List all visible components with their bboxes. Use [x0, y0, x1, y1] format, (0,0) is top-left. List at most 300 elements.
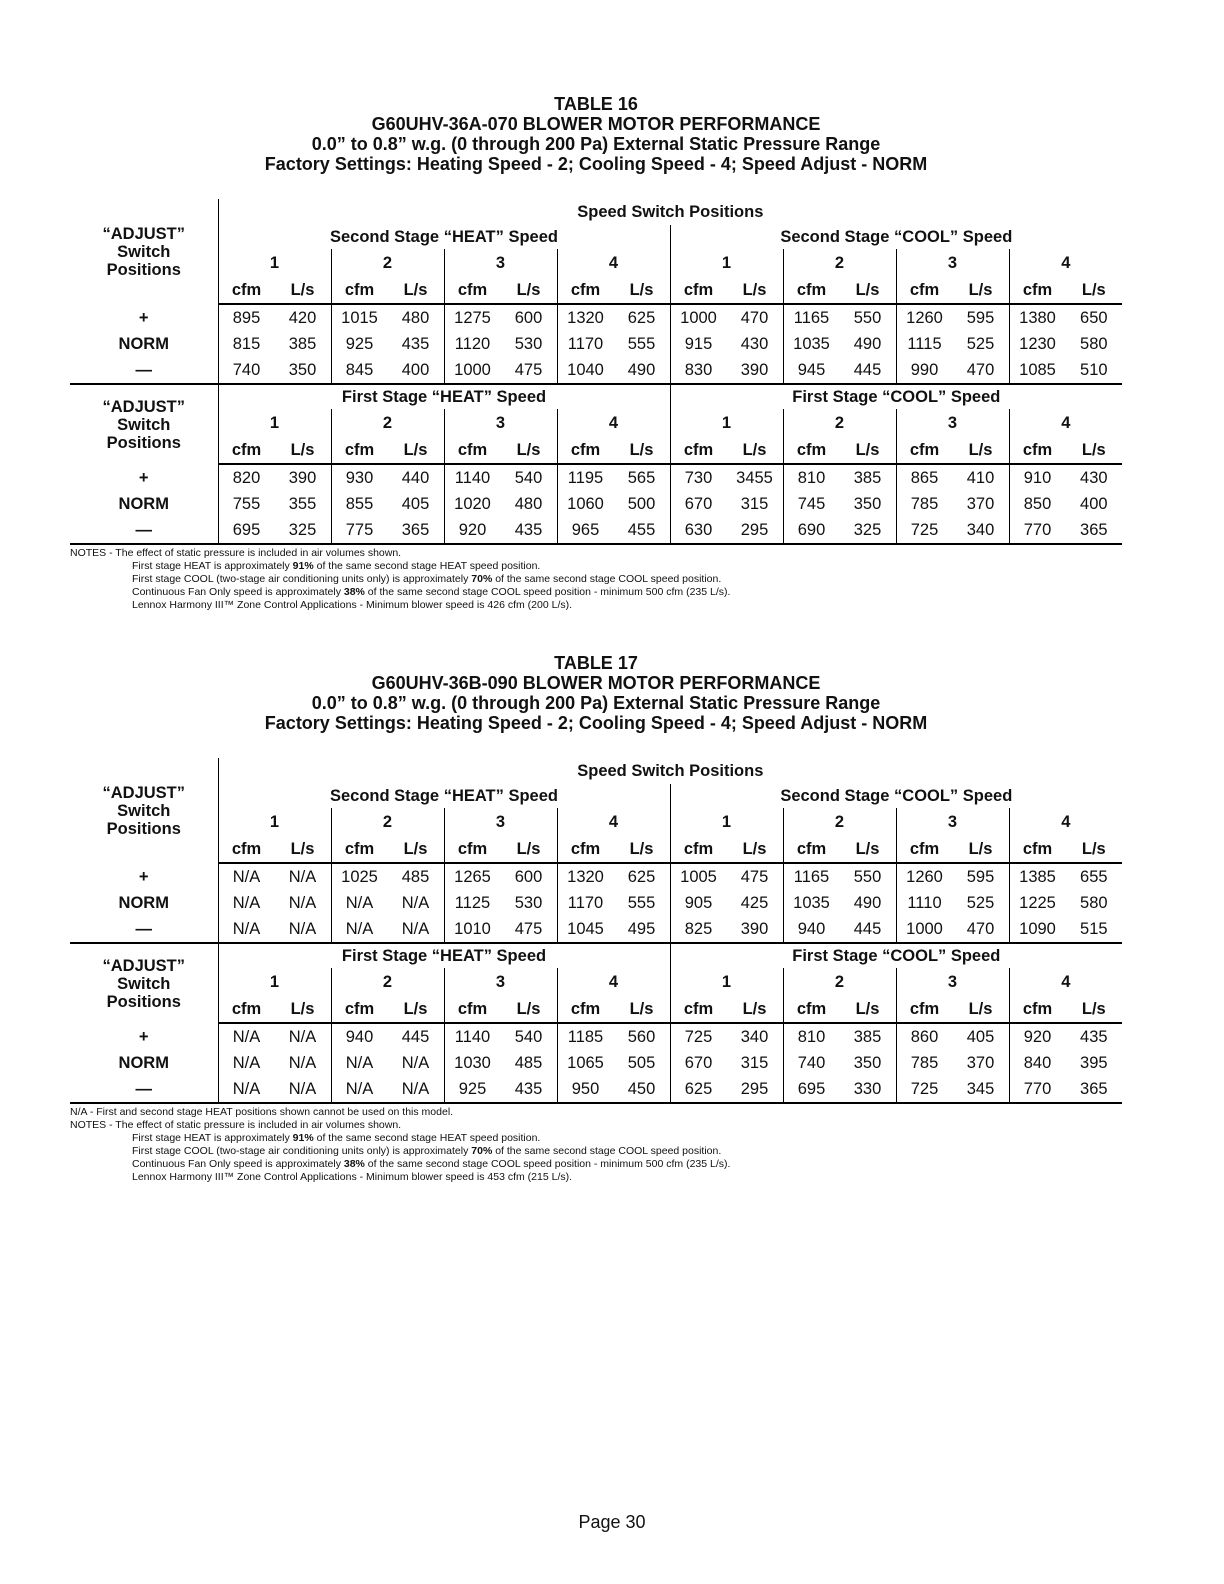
adjust-position: NORM [118, 894, 169, 912]
table-cell: 340 [740, 1028, 769, 1046]
adjust-label-cell [70, 384, 218, 464]
table-cell: 530 [514, 335, 543, 353]
unit-label: cfm [444, 836, 501, 863]
positions-label: Positions [106, 992, 181, 1011]
unit-label: L/s [388, 277, 445, 304]
table-cell: 810 [783, 464, 840, 491]
note-text: of the same second stage COOL speed position - minimum 500 cfm (235 L/s). [364, 586, 731, 598]
unit-label: L/s [614, 836, 671, 863]
table-cell: 990 [896, 357, 953, 384]
note-text: First stage COOL (two-stage air conditioning units only) is approximately [132, 1145, 472, 1157]
speed-number: 3 [896, 808, 1009, 836]
table-cell: 470 [953, 357, 1010, 384]
table-cell: 485 [401, 868, 430, 886]
unit-label: L/s [388, 836, 445, 863]
positions-label: Positions [106, 260, 181, 279]
table-cell: 695 [218, 517, 275, 544]
note-percent: 38% [343, 1158, 365, 1170]
page-number: Page 30 [578, 1512, 646, 1532]
table-cell: N/A [218, 890, 275, 916]
table-cell: 905 [670, 890, 727, 916]
table-cell: 1275 [444, 304, 501, 331]
table-cell: N/A [288, 1054, 317, 1072]
adjust-label: “ADJUST” [102, 783, 185, 802]
table-cell: 385 [853, 1028, 882, 1046]
heat-stage-label: Second Stage “HEAT” Speed [218, 225, 670, 249]
table-cell: 1260 [896, 863, 953, 890]
unit-label: cfm [896, 437, 953, 464]
table-cell: 625 [670, 1076, 727, 1103]
adjust-label: “ADJUST” [102, 956, 185, 975]
unit-label: L/s [1066, 277, 1123, 304]
table-cell: 1025 [331, 863, 388, 890]
table-cell: 1125 [444, 890, 501, 916]
speed-switch-header: Speed Switch Positions [218, 758, 1122, 784]
table-cell: 525 [966, 335, 995, 353]
table-cell: 390 [727, 357, 784, 384]
adjust-position: — [70, 916, 218, 943]
table-cell: N/A [288, 894, 317, 912]
table-number: TABLE 16 [554, 94, 638, 114]
unit-label: cfm [1009, 437, 1066, 464]
table-cell: 480 [514, 495, 543, 513]
table-cell: 455 [614, 517, 671, 544]
table-cell: 385 [853, 469, 882, 487]
unit-label: cfm [783, 996, 840, 1023]
unit-label: cfm [331, 996, 388, 1023]
table-cell: 445 [401, 1028, 430, 1046]
adjust-position: NORM [118, 1054, 169, 1072]
note-line [70, 1132, 1122, 1145]
table-number: TABLE 17 [554, 653, 638, 673]
table-cell: 540 [514, 1028, 543, 1046]
speed-number: 1 [670, 249, 783, 277]
table-cell: 815 [218, 331, 275, 357]
speed-number: 2 [331, 968, 444, 996]
adjust-label-cell [70, 943, 218, 1023]
table-cell: 1165 [783, 863, 840, 890]
table-cell: 370 [966, 1054, 995, 1072]
table-cell: 1060 [557, 491, 614, 517]
table-cell: N/A [218, 1076, 275, 1103]
table-cell: 345 [953, 1076, 1010, 1103]
unit-label: cfm [218, 437, 275, 464]
table-cell: 1195 [557, 464, 614, 491]
table-cell: 505 [627, 1054, 656, 1072]
table-cell: 550 [853, 868, 882, 886]
table-cell: 655 [1080, 868, 1108, 886]
unit-label: cfm [444, 996, 501, 1023]
table-cell: 510 [1066, 357, 1123, 384]
table-row [70, 517, 1122, 544]
speed-number: 4 [557, 968, 670, 996]
table-cell: 500 [627, 495, 656, 513]
unit-label: L/s [614, 437, 671, 464]
table-cell: 895 [218, 304, 275, 331]
na-note: N/A - First and second stage HEAT positions shown cannot be used on this model. [70, 1106, 454, 1118]
speed-number: 2 [783, 409, 896, 437]
table-cell: 370 [966, 495, 995, 513]
table-cell: N/A [288, 1028, 317, 1046]
heat-stage-label: Second Stage “HEAT” Speed [218, 784, 670, 808]
table-cell: 385 [288, 335, 317, 353]
table-cell: 395 [1080, 1054, 1108, 1072]
note-percent: 38% [343, 586, 365, 598]
table-cell: 945 [783, 357, 840, 384]
unit-label: cfm [1009, 836, 1066, 863]
table-model-title: G60UHV-36A-070 BLOWER MOTOR PERFORMANCE [371, 114, 821, 134]
unit-label: L/s [953, 996, 1010, 1023]
table-cell: 445 [840, 357, 897, 384]
table-cell: 330 [840, 1076, 897, 1103]
table-cell: 435 [501, 517, 558, 544]
unit-label: L/s [275, 277, 332, 304]
unit-label: L/s [501, 996, 558, 1023]
unit-label: cfm [218, 836, 275, 863]
switch-label: Switch [117, 242, 171, 261]
table-cell: 365 [1066, 517, 1123, 544]
note-percent: 91% [292, 560, 314, 572]
speed-number: 4 [1009, 409, 1122, 437]
unit-label: cfm [218, 996, 275, 1023]
table-cell: 430 [740, 335, 769, 353]
table-cell: 350 [853, 1054, 882, 1072]
speed-number: 4 [1009, 808, 1122, 836]
speed-number-row [70, 249, 1122, 277]
table-cell: 490 [614, 357, 671, 384]
table-cell: 515 [1066, 916, 1123, 943]
table-row [70, 491, 1122, 517]
table-cell: 445 [840, 916, 897, 943]
adjust-position: + [138, 1027, 149, 1046]
speed-number: 4 [1009, 968, 1122, 996]
table-cell: 1140 [444, 1023, 501, 1050]
table-cell: 1225 [1009, 890, 1066, 916]
table-cell: 490 [853, 894, 882, 912]
table-cell: N/A [331, 916, 388, 943]
adjust-position: NORM [118, 335, 169, 353]
speed-number: 2 [783, 808, 896, 836]
unit-label: L/s [727, 836, 784, 863]
header-row [70, 943, 1122, 968]
table-cell: 550 [853, 309, 882, 327]
speed-switch-header: Speed Switch Positions [218, 199, 1122, 225]
table-cell: 560 [627, 1028, 656, 1046]
speed-number: 4 [557, 249, 670, 277]
table-cell: 825 [670, 916, 727, 943]
table-cell: 555 [627, 894, 656, 912]
unit-label: L/s [953, 437, 1010, 464]
table-cell: N/A [401, 1054, 430, 1072]
adjust-position: NORM [118, 495, 169, 513]
table-cell: N/A [218, 1023, 275, 1050]
unit-label: cfm [557, 836, 614, 863]
table-cell: 650 [1080, 309, 1108, 327]
note-text: of the same second stage COOL speed position. [492, 1145, 722, 1157]
table-cell: 1170 [557, 331, 614, 357]
table-16-block [70, 94, 1122, 612]
header-row [70, 199, 1122, 225]
table-cell: 315 [740, 495, 769, 513]
unit-label: L/s [1066, 836, 1123, 863]
table-cell: 295 [727, 1076, 784, 1103]
table-cell: 755 [218, 491, 275, 517]
factory-settings: Factory Settings: Heating Speed - 2; Cooling Speed - 4; Speed Adjust - NORM [264, 713, 928, 733]
table-cell: 470 [740, 309, 769, 327]
table-cell: 1040 [557, 357, 614, 384]
table-cell: 435 [1080, 1028, 1108, 1046]
table-cell: 740 [218, 357, 275, 384]
table-cell: 690 [783, 517, 840, 544]
unit-label: L/s [727, 277, 784, 304]
table-cell: 785 [896, 1050, 953, 1076]
table-cell: 325 [840, 517, 897, 544]
unit-label: cfm [331, 277, 388, 304]
table-cell: 555 [627, 335, 656, 353]
unit-label: L/s [840, 437, 897, 464]
unit-label: cfm [783, 836, 840, 863]
table-cell: N/A [331, 1050, 388, 1076]
table-cell: N/A [331, 1076, 388, 1103]
table-17-block [70, 653, 1122, 1184]
unit-label: cfm [444, 277, 501, 304]
unit-label: cfm [557, 277, 614, 304]
table-cell: 630 [670, 517, 727, 544]
table-cell: 1185 [557, 1023, 614, 1050]
table-cell: 925 [331, 331, 388, 357]
unit-row [70, 277, 1122, 304]
table-cell: 1170 [557, 890, 614, 916]
adjust-position: + [138, 867, 149, 886]
adjust-position: — [70, 517, 218, 544]
table-cell: 770 [1009, 517, 1066, 544]
table-cell: 725 [896, 517, 953, 544]
unit-label: L/s [501, 437, 558, 464]
table-cell: 1110 [896, 890, 953, 916]
table-cell: 1090 [1009, 916, 1066, 943]
table-cell: 1015 [331, 304, 388, 331]
table-cell: 525 [966, 894, 995, 912]
table-row [70, 304, 1122, 331]
unit-label: L/s [840, 996, 897, 1023]
table-cell: 420 [288, 309, 317, 327]
unit-label: L/s [953, 277, 1010, 304]
speed-number: 4 [1009, 249, 1122, 277]
table-cell: 670 [670, 491, 727, 517]
table-cell: 475 [501, 357, 558, 384]
speed-number: 1 [670, 808, 783, 836]
table-cell: 1020 [444, 491, 501, 517]
table-cell: 785 [896, 491, 953, 517]
note-text: of the same second stage COOL speed position. [492, 573, 722, 585]
table-cell: N/A [218, 916, 275, 943]
table-cell: 365 [388, 517, 445, 544]
note-percent: 70% [471, 573, 493, 585]
table-cell: 625 [627, 868, 656, 886]
header-row [70, 784, 1122, 808]
heat-stage-label: First Stage “HEAT” Speed [218, 943, 670, 968]
unit-label: cfm [670, 836, 727, 863]
positions-label: Positions [106, 819, 181, 838]
unit-label: L/s [501, 836, 558, 863]
table-cell: 915 [670, 331, 727, 357]
table-cell: 840 [1009, 1050, 1066, 1076]
unit-label: cfm [783, 277, 840, 304]
speed-number: 4 [557, 808, 670, 836]
table-row [70, 890, 1122, 916]
table-cell: 725 [896, 1076, 953, 1103]
adjust-label: “ADJUST” [102, 224, 185, 243]
table-cell: 1140 [444, 464, 501, 491]
note-text: of the same second stage HEAT speed position. [313, 1132, 541, 1144]
speed-number: 3 [444, 968, 557, 996]
speed-number: 3 [444, 249, 557, 277]
table-cell: 490 [853, 335, 882, 353]
table-cell: 740 [783, 1050, 840, 1076]
unit-label: L/s [614, 277, 671, 304]
note-text: of the same second stage COOL speed position - minimum 500 cfm (235 L/s). [364, 1158, 731, 1170]
switch-label: Switch [117, 801, 171, 820]
adjust-position: + [138, 468, 149, 487]
table-cell: 350 [275, 357, 332, 384]
table-cell: 625 [627, 309, 656, 327]
table-model-title: G60UHV-36B-090 BLOWER MOTOR PERFORMANCE [371, 673, 821, 693]
table-cell: N/A [388, 1076, 445, 1103]
table-cell: 530 [514, 894, 543, 912]
table-cell: 940 [331, 1023, 388, 1050]
table-row [70, 464, 1122, 491]
table-cell: 810 [783, 1023, 840, 1050]
speed-number: 3 [896, 249, 1009, 277]
table-cell: 730 [670, 464, 727, 491]
unit-label: cfm [1009, 277, 1066, 304]
switch-label: Switch [117, 974, 171, 993]
table-cell: 1035 [783, 890, 840, 916]
table-cell: 3455 [736, 469, 773, 487]
table-cell: 1120 [444, 331, 501, 357]
table-cell: 920 [1009, 1023, 1066, 1050]
table-cell: 430 [1080, 469, 1108, 487]
unit-label: cfm [557, 996, 614, 1023]
speed-number: 3 [896, 968, 1009, 996]
note-text: First stage COOL (two-stage air conditioning units only) is approximately [132, 573, 472, 585]
table-cell: 1260 [896, 304, 953, 331]
table-row [70, 331, 1122, 357]
table-cell: 1030 [444, 1050, 501, 1076]
speed-number-row [70, 409, 1122, 437]
speed-number: 1 [218, 409, 331, 437]
unit-row [70, 437, 1122, 464]
table-cell: 855 [331, 491, 388, 517]
table-row [70, 357, 1122, 384]
table-cell: 965 [557, 517, 614, 544]
unit-label: L/s [501, 277, 558, 304]
table-cell: 540 [514, 469, 543, 487]
table-cell: 400 [388, 357, 445, 384]
unit-label: cfm [331, 437, 388, 464]
table-cell: 400 [1080, 495, 1108, 513]
speed-number: 4 [557, 409, 670, 437]
table-cell: N/A [218, 863, 275, 890]
table-cell: 580 [1080, 335, 1108, 353]
table-cell: 295 [727, 517, 784, 544]
table-cell: 425 [740, 894, 769, 912]
adjust-label-cell [70, 758, 218, 863]
unit-label: L/s [840, 277, 897, 304]
unit-label: L/s [275, 836, 332, 863]
table-cell: 850 [1009, 491, 1066, 517]
note-text: First stage HEAT is approximately [132, 1132, 293, 1144]
note-text: Continuous Fan Only speed is approximately [132, 586, 344, 598]
unit-row [70, 996, 1122, 1023]
cool-stage-label: Second Stage “COOL” Speed [670, 225, 1122, 249]
table-cell: 485 [514, 1054, 543, 1072]
adjust-position: — [70, 357, 218, 384]
speed-number: 3 [444, 808, 557, 836]
unit-row [70, 836, 1122, 863]
adjust-position: + [138, 308, 149, 327]
positions-label: Positions [106, 433, 181, 452]
table-cell: 1000 [670, 304, 727, 331]
table-cell: 865 [896, 464, 953, 491]
table-cell: 695 [783, 1076, 840, 1103]
unit-label: cfm [557, 437, 614, 464]
note-percent: 70% [471, 1145, 493, 1157]
unit-label: L/s [840, 836, 897, 863]
unit-label: L/s [1066, 437, 1123, 464]
table-cell: 670 [670, 1050, 727, 1076]
unit-label: cfm [331, 836, 388, 863]
table-cell: 845 [331, 357, 388, 384]
unit-label: cfm [670, 277, 727, 304]
table-row [70, 1023, 1122, 1050]
unit-label: cfm [670, 996, 727, 1023]
switch-label: Switch [117, 415, 171, 434]
table-cell: 435 [501, 1076, 558, 1103]
note-text: First stage HEAT is approximately [132, 560, 293, 572]
cool-stage-label: First Stage “COOL” Speed [670, 384, 1122, 409]
table-cell: 390 [288, 469, 317, 487]
table-cell: 365 [1066, 1076, 1123, 1103]
table-cell: 600 [514, 309, 543, 327]
table-cell: 770 [1009, 1076, 1066, 1103]
table-cell: 475 [501, 916, 558, 943]
note-line [70, 1158, 1122, 1171]
table-cell: 1230 [1009, 331, 1066, 357]
table-cell: 725 [670, 1023, 727, 1050]
performance-table [70, 758, 1122, 1104]
unit-label: L/s [614, 996, 671, 1023]
table-cell: N/A [275, 916, 332, 943]
table-cell: 1035 [783, 331, 840, 357]
adjust-position: — [70, 1076, 218, 1103]
header-row [70, 384, 1122, 409]
speed-number: 1 [218, 808, 331, 836]
unit-label: cfm [896, 836, 953, 863]
adjust-label: “ADJUST” [102, 397, 185, 416]
table-title-block [70, 94, 1122, 174]
speed-number-row [70, 808, 1122, 836]
table-row [70, 1076, 1122, 1103]
table-cell: 405 [401, 495, 430, 513]
speed-number: 2 [331, 409, 444, 437]
pressure-range: 0.0” to 0.8” w.g. (0 through 200 Pa) External Static Pressure Range [311, 134, 881, 154]
note-line [70, 573, 1122, 586]
table-cell: 340 [953, 517, 1010, 544]
table-cell: 775 [331, 517, 388, 544]
table-cell: 1085 [1009, 357, 1066, 384]
table-cell: 480 [401, 309, 430, 327]
